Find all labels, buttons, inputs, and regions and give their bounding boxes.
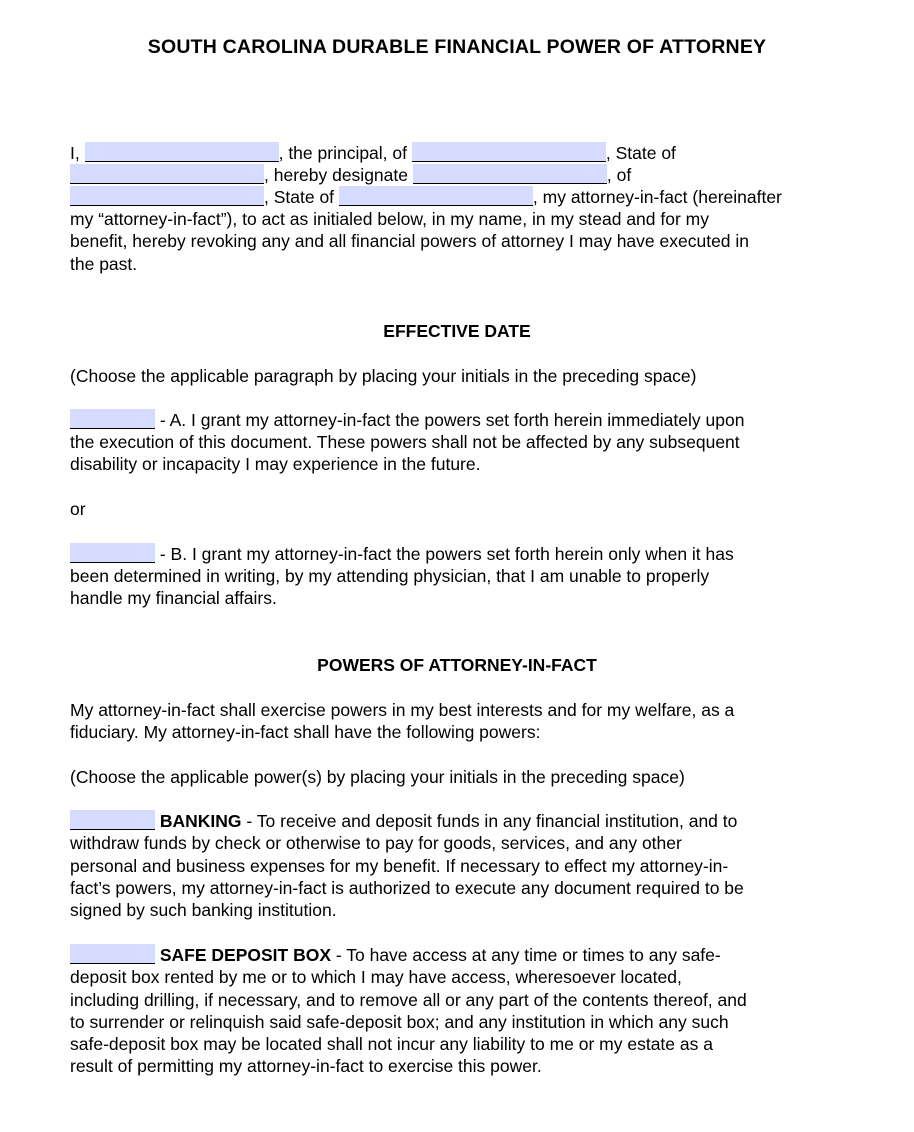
principal-state-field[interactable]	[70, 164, 264, 184]
powers-heading: POWERS OF ATTORNEY-IN-FACT	[317, 655, 597, 675]
effective-date-instruction: (Choose the applicable paragraph by placing your initials in the preceding space)	[70, 366, 697, 386]
banking-line-1: BANKING - To receive and deposit funds in any financial institution, and to	[70, 810, 737, 832]
option-a-line-1: - A. I grant my attorney-in-fact the powers set forth herein immediately upon	[70, 409, 744, 431]
attorney-name-field[interactable]	[413, 164, 607, 184]
principal-name-field[interactable]	[85, 142, 279, 162]
banking-line-4: fact’s powers, my attorney-in-fact is authorized to execute any document required to be	[70, 878, 744, 898]
option-b-line-1: - B. I grant my attorney-in-fact the powers set forth herein only when it has	[70, 543, 734, 565]
option-a-line-2: the execution of this document. These powers shall not be affected by any subsequent	[70, 432, 740, 452]
powers-instruction: (Choose the applicable power(s) by placing your initials in the preceding space)	[70, 767, 685, 787]
option-a-line-3: disability or incapacity I may experience in the future.	[70, 454, 481, 474]
attorney-state-field[interactable]	[339, 186, 533, 206]
safe-deposit-label: SAFE DEPOSIT BOX	[159, 945, 332, 965]
banking-line-5: signed by such banking institution.	[70, 900, 337, 920]
safe-deposit-line-1: SAFE DEPOSIT BOX - To have access at any time or times to any safe-	[70, 944, 721, 966]
intro-line-2: , hereby designate , of	[70, 164, 631, 186]
principal-city-field[interactable]	[412, 142, 606, 162]
banking-initials-field[interactable]	[70, 810, 155, 830]
safe-deposit-line-6: result of permitting my attorney-in-fact to exercise this power.	[70, 1056, 542, 1076]
safe-deposit-line-4: to surrender or relinquish said safe-deposit box; and any institution in which any such	[70, 1012, 729, 1032]
powers-intro-line-2: fiduciary. My attorney-in-fact shall have the following powers:	[70, 722, 541, 742]
banking-line-2: withdraw funds by check or otherwise to pay for goods, services, and any other	[70, 833, 682, 853]
document-title: SOUTH CAROLINA DURABLE FINANCIAL POWER OF ATTORNEY	[147, 36, 767, 58]
powers-intro-line-1: My attorney-in-fact shall exercise powers in my best interests and for my welfare, as a	[70, 700, 735, 720]
option-a-initials-field[interactable]	[70, 409, 155, 429]
intro-line-6: the past.	[70, 254, 138, 274]
effective-date-heading: EFFECTIVE DATE	[383, 321, 531, 341]
intro-line-4: my “attorney-in-fact”), to act as initialed below, in my name, in my stead and for my	[70, 209, 709, 229]
option-b-line-2: been determined in writing, by my attending physician, that I am unable to properly	[70, 566, 710, 586]
intro-line-5: benefit, hereby revoking any and all financial powers of attorney I may have executed in	[70, 231, 750, 251]
banking-label: BANKING	[159, 811, 242, 831]
or-text: or	[70, 499, 86, 519]
option-b-line-3: handle my financial affairs.	[70, 588, 277, 608]
safe-deposit-line-5: safe-deposit box may be located shall not incur any liability to me or my estate as a	[70, 1034, 713, 1054]
option-b-initials-field[interactable]	[70, 543, 155, 563]
safe-deposit-line-3: including drilling, if necessary, and to remove all or any part of the contents thereof, and	[70, 990, 747, 1010]
safe-deposit-line-2: deposit box rented by me or to which I may have access, wheresoever located,	[70, 967, 682, 987]
attorney-city-field[interactable]	[70, 186, 264, 206]
safe-deposit-initials-field[interactable]	[70, 944, 155, 964]
intro-line-1: I, , the principal, of , State of	[70, 143, 676, 163]
intro-line-3: , State of , my attorney-in-fact (hereinafter	[70, 186, 782, 208]
banking-line-3: personal and business expenses for my benefit. If necessary to effect my attorney-in-	[70, 856, 729, 876]
